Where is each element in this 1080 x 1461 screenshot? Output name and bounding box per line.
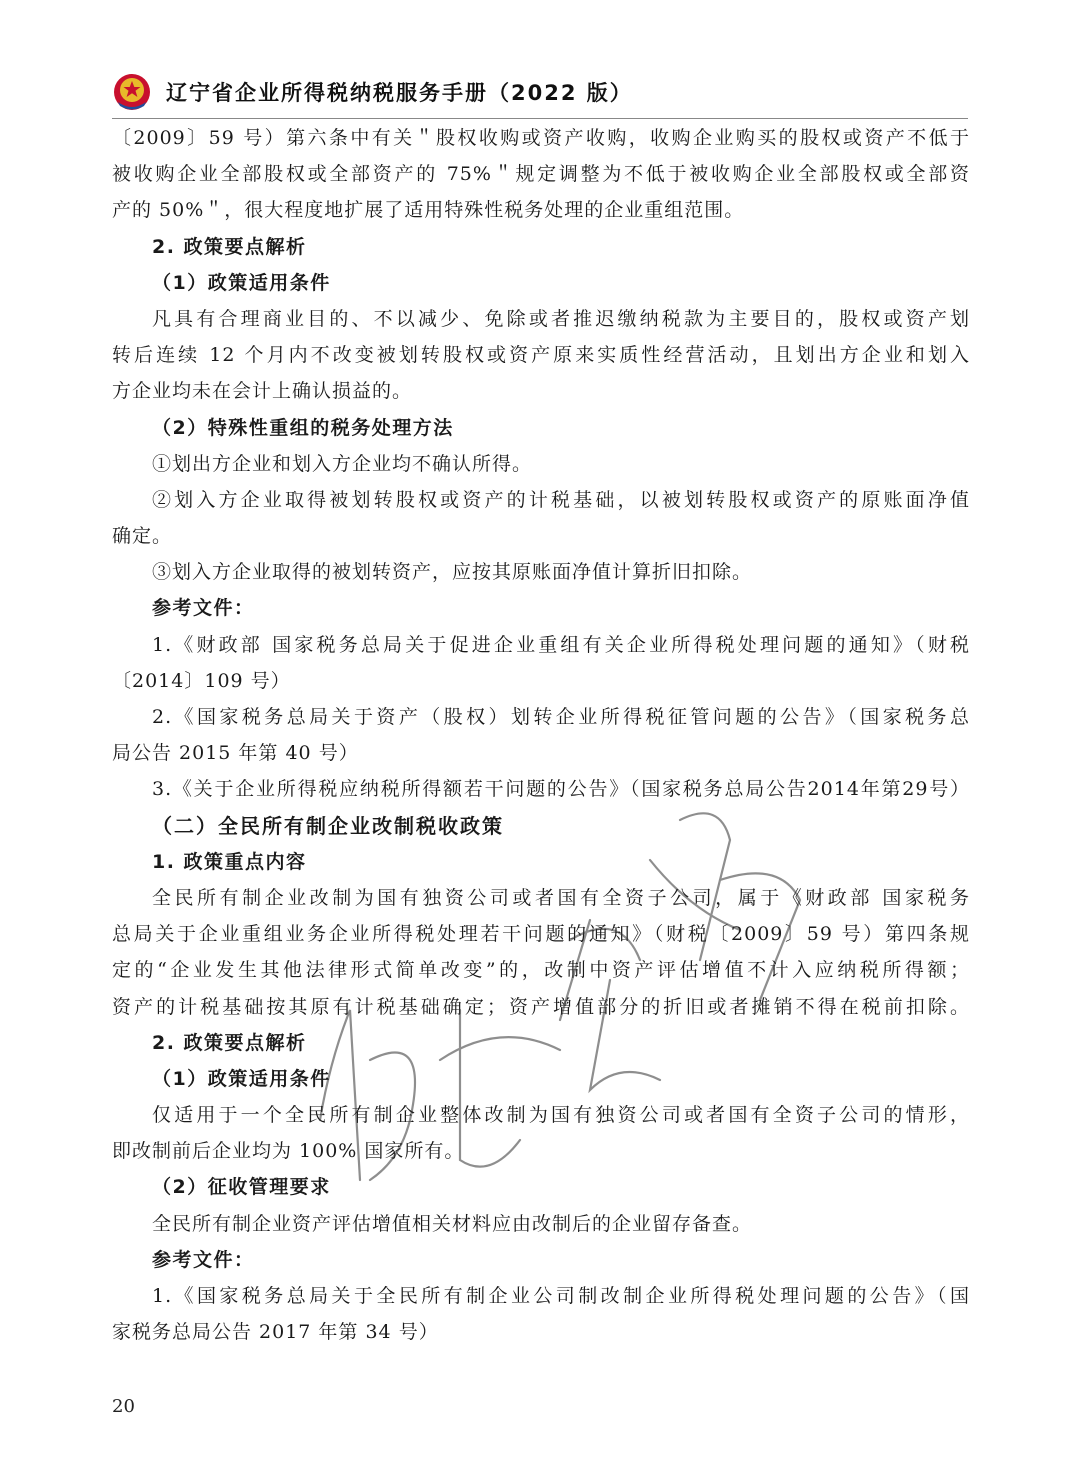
section-heading: 2. 政策要点解析 (152, 1031, 307, 1054)
text-line: ③划入方企业取得的被划转资产，应按其原账面净值计算折旧扣除。 (152, 561, 753, 584)
text-line: 3.《关于企业所得税应纳税所得额若干问题的公告》（国家税务总局公告2014年第29号） (152, 778, 970, 801)
text-line: 1.《财政部 国家税务总局关于促进企业重组有关企业所得税处理问题的通知》（财税 (152, 633, 970, 656)
header-title: 辽宁省企业所得税纳税服务手册（2022 版） (166, 81, 633, 105)
text-line: 〔2009〕59 号）第六条中有关＂股权收购或资产收购，收购企业购买的股权或资产不低于 (112, 127, 970, 149)
section-heading: （2）特殊性重组的税务处理方法 (152, 416, 454, 439)
text-line: 仅适用于一个全民所有制企业整体改制为国有独资公司或者国有全资子公司的情形， (152, 1104, 970, 1127)
text-line: 局公告 2015 年第 40 号） (112, 742, 359, 765)
text-line: 即改制前后企业均为 100% 国家所有。 (112, 1140, 465, 1163)
page-header (112, 70, 633, 114)
text-line: 凡具有合理商业目的、不以减少、免除或者推迟缴纳税款为主要目的，股权或资产划 (152, 307, 970, 330)
tax-emblem-icon (112, 72, 152, 112)
header-divider (112, 118, 968, 119)
text-line: 家税务总局公告 2017 年第 34 号） (112, 1321, 439, 1344)
text-line: 1.《国家税务总局关于全民所有制企业公司制改制企业所得税处理问题的公告》（国 (152, 1285, 970, 1307)
text-line: 资产的计税基础按其原有计税基础确定；资产增值部分的折旧或者摊销不得在税前扣除。 (112, 995, 970, 1018)
section-heading: （2）征收管理要求 (152, 1176, 331, 1199)
page-number: 20 (112, 1396, 135, 1417)
section-heading: 参考文件： (152, 597, 255, 620)
section-heading: （1）政策适用条件 (152, 271, 331, 294)
text-line: ②划入方企业取得被划转股权或资产的计税基础，以被划转股权或资产的原账面净值 (152, 488, 970, 511)
text-line: 方企业均未在会计上确认损益的。 (112, 380, 413, 403)
text-line: 2.《国家税务总局关于资产（股权）划转企业所得税征管问题的公告》（国家税务总 (152, 706, 970, 728)
text-line: 全民所有制企业改制为国有独资公司或者国有全资子公司，属于《财政部 国家税务 (152, 886, 970, 909)
text-line: 全民所有制企业资产评估增值相关材料应由改制后的企业留存备查。 (152, 1212, 753, 1235)
section-heading: （1）政策适用条件 (152, 1067, 331, 1090)
text-line: 总局关于企业重组业务企业所得税处理若干问题的通知》（财税〔2009〕59 号）第四条规 (112, 923, 970, 946)
section-heading: （二）全民所有制企业改制税收政策 (152, 813, 504, 838)
section-heading: 参考文件： (152, 1248, 255, 1271)
text-line: 转后连续 12 个月内不改变被划转股权或资产原来实质性经营活动，且划出方企业和划入 (112, 344, 970, 367)
text-line: 被收购企业全部股权或全部资产的 75%＂规定调整为不低于被收购企业全部股权或全部资 (112, 163, 970, 186)
document-body (112, 120, 970, 1350)
text-line: ①划出方企业和划入方企业均不确认所得。 (152, 452, 533, 475)
text-line: 〔2014〕109 号） (112, 669, 291, 692)
section-heading: 2. 政策要点解析 (152, 235, 307, 258)
text-line: 确定。 (112, 525, 173, 548)
text-line: 定的“企业发生其他法律形式简单改变”的，改制中资产评估增值不计入应纳税所得额； (112, 959, 970, 982)
section-heading: 1. 政策重点内容 (152, 850, 307, 873)
text-line: 产的 50%＂，很大程度地扩展了适用特殊性税务处理的企业重组范围。 (112, 199, 745, 222)
